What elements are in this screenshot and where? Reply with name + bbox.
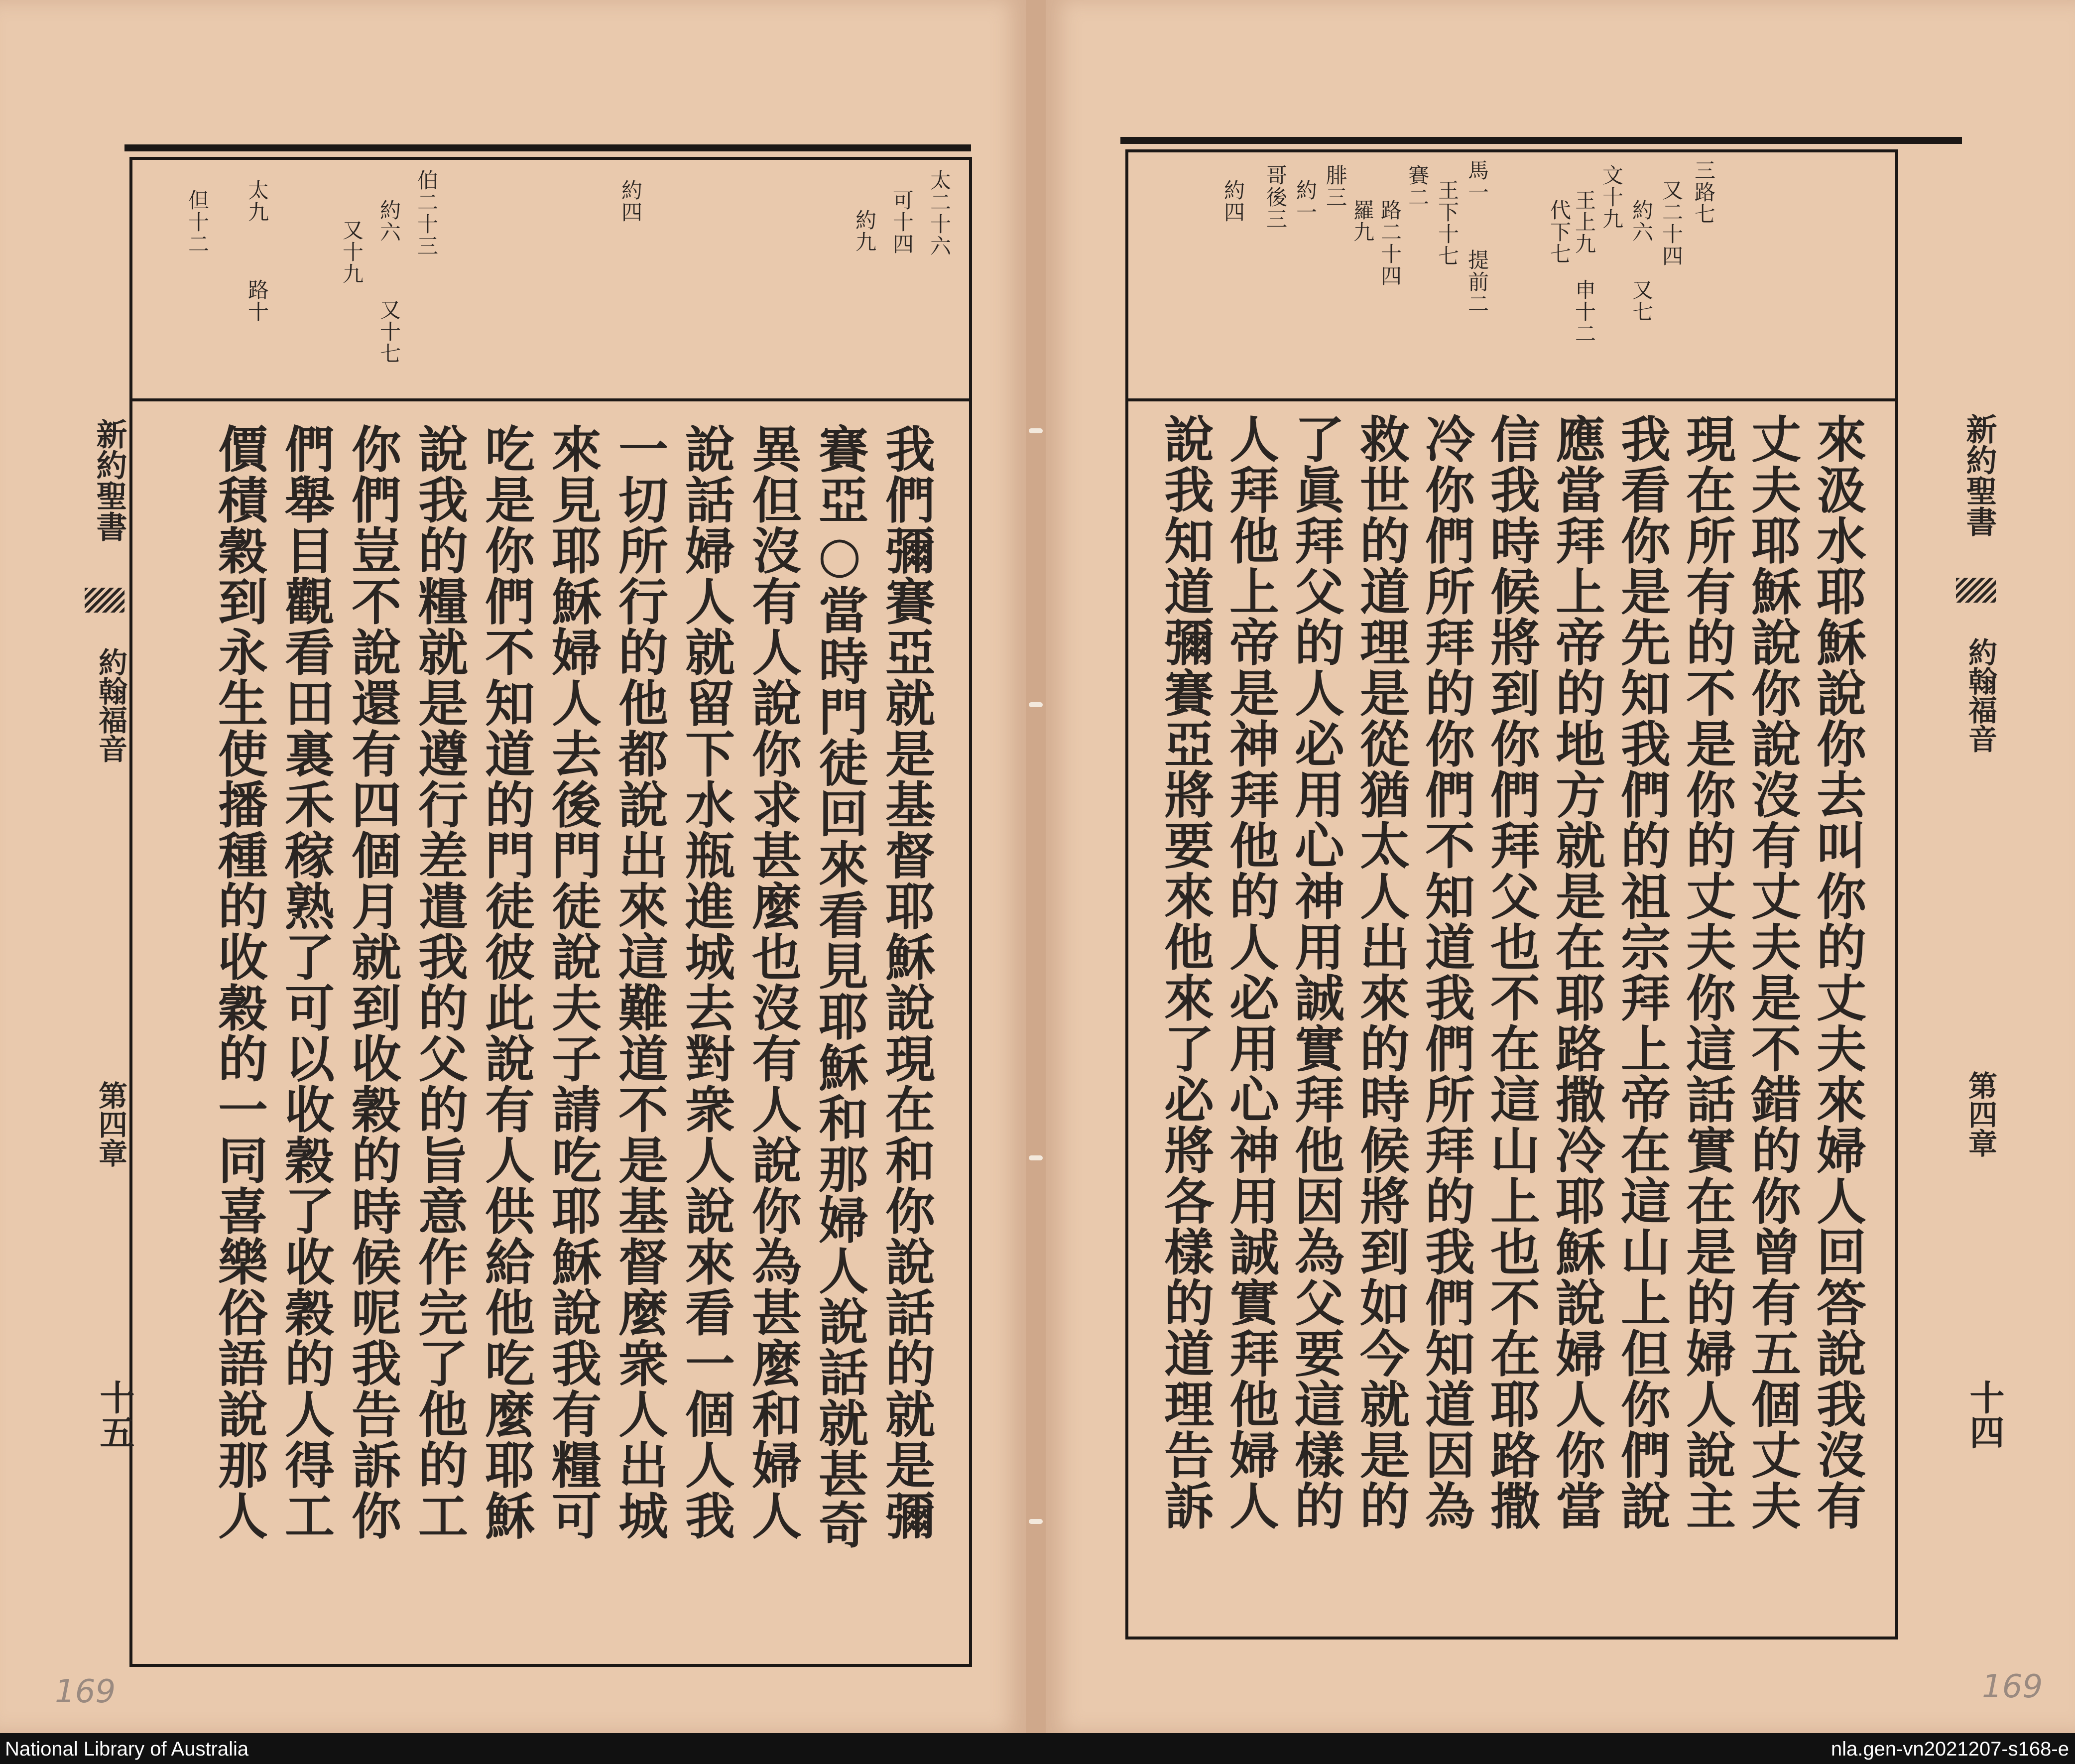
handwritten-page-number: 169 xyxy=(55,1673,116,1710)
reference-note: 伯二十三 xyxy=(414,169,439,257)
reference-note: 約六 xyxy=(377,199,401,243)
reference-note: 又十七 xyxy=(377,299,401,365)
reference-note: 腓三 xyxy=(1323,164,1347,208)
institution-label: National Library of Australia xyxy=(5,1738,249,1760)
page-number: 十五 xyxy=(94,1380,135,1449)
reference-note: 約四 xyxy=(618,179,643,223)
text-column: 說我的糧就是遵行差遣我的父的旨意作完了他的工 xyxy=(410,423,469,1541)
attribution-footer xyxy=(0,1733,2075,1764)
reference-note: 馬一 xyxy=(1465,159,1489,203)
reference-note: 太二十六 xyxy=(927,169,952,257)
book-gutter xyxy=(1026,0,1046,1733)
binding-stitch xyxy=(1029,428,1043,433)
notes-divider xyxy=(129,398,972,401)
ornament-icon xyxy=(85,588,124,613)
text-column: 救世的道理是從猶太人出來的時候將到如今就是的 xyxy=(1351,413,1410,1531)
text-column: 我們彌賽亞就是基督耶穌說現在和你說話的就是彌 xyxy=(877,423,936,1541)
binding-stitch xyxy=(1029,702,1043,707)
reference-note: 賽二 xyxy=(1405,164,1430,208)
running-title: 新約聖書 xyxy=(1961,413,1997,537)
reference-note: 申十二 xyxy=(1572,279,1596,345)
text-column: 來見耶穌婦人去後門徒說夫子請吃耶穌說我有糧可 xyxy=(543,423,602,1541)
image-identifier: nla.gen-vn2021207-s168-e xyxy=(1831,1738,2069,1760)
ornament-icon xyxy=(1956,578,1996,603)
reference-note: 可十四 xyxy=(890,189,914,255)
text-column: 冷你們所拜的你們不知道我們所拜的我們知道因為 xyxy=(1417,413,1475,1531)
text-column: 吃是你們不知道的門徒彼此說有人供給他吃麼耶穌 xyxy=(477,423,535,1541)
reference-note: 王上九 xyxy=(1572,189,1596,255)
text-column: 了眞拜父的人必用心神用誠實拜他因為父要這樣的 xyxy=(1286,413,1345,1531)
book-title: 約翰福音 xyxy=(1963,637,1997,753)
text-column: 賽亞○當時門徒回來看見耶穌和那婦人說話就甚奇 xyxy=(810,423,869,1550)
reference-note: 羅九 xyxy=(1350,199,1375,243)
reference-note: 文十九 xyxy=(1599,164,1624,230)
right-page xyxy=(1046,0,2075,1733)
reference-note: 提前二 xyxy=(1465,249,1489,315)
reference-note: 約四 xyxy=(1221,179,1245,223)
text-column: 信我時候將到你們拜父也不在這山上也不在耶路撒 xyxy=(1482,413,1541,1531)
reference-note: 太九 xyxy=(245,179,269,223)
text-column: 說話婦人就留下水瓶進城去對衆人說來看一個人我 xyxy=(677,423,735,1541)
text-column: 應當拜上帝的地方就是在耶路撒冷耶穌說婦人你當 xyxy=(1547,413,1606,1531)
page-number: 十四 xyxy=(1964,1380,2005,1449)
reference-note: 又七 xyxy=(1629,279,1654,323)
chapter-label: 第四章 xyxy=(1963,1071,1997,1157)
handwritten-page-number: 169 xyxy=(1982,1668,2043,1705)
reference-note: 又二十四 xyxy=(1659,179,1684,267)
chapter-label: 第四章 xyxy=(94,1081,127,1167)
text-column: 價積穀到永生使播種的收穀的一同喜樂俗語說那人 xyxy=(210,423,268,1541)
text-column: 現在所有的不是你的丈夫你這話實在是的婦人說主 xyxy=(1678,413,1736,1531)
text-column: 來汲水耶穌說你去叫你的丈夫來婦人回答說我沒有 xyxy=(1808,413,1867,1531)
text-column: 們舉目觀看田裏禾稼熟了可以收穀了收穀的人得工 xyxy=(276,423,335,1541)
text-column: 我看你是先知我們的祖宗拜上帝在這山上但你們說 xyxy=(1612,413,1671,1531)
binding-stitch xyxy=(1029,1155,1043,1160)
text-column: 人拜他上帝是神拜他的人必用心神用誠實拜他婦人 xyxy=(1221,413,1280,1531)
reference-note: 路十 xyxy=(245,279,269,323)
text-column: 一切所行的他都說出來這難道不是基督麼衆人出城 xyxy=(610,423,669,1541)
text-column: 你們豈不說還有四個月就到收穀的時候呢我告訴你 xyxy=(343,423,402,1541)
text-column: 丈夫耶穌說你說沒有丈夫是不錯的你曾有五個丈夫 xyxy=(1743,413,1802,1531)
text-column: 異但沒有人說你求甚麼也沒有人說你為甚麼和婦人 xyxy=(743,423,802,1541)
reference-note: 王下十七 xyxy=(1435,179,1460,267)
reference-note: 代下七 xyxy=(1547,199,1572,265)
left-page xyxy=(0,0,1026,1733)
top-rule xyxy=(1120,137,1962,144)
top-rule xyxy=(124,144,971,151)
reference-note: 約一 xyxy=(1293,179,1318,223)
reference-note: 約六 xyxy=(1629,199,1654,243)
binding-stitch xyxy=(1029,1519,1043,1524)
reference-note: 哥後三 xyxy=(1263,164,1288,230)
text-column: 說我知道彌賽亞將要來他來了必將各樣的道理告訴 xyxy=(1156,413,1215,1531)
reference-note: 路二十四 xyxy=(1378,199,1402,287)
book-title: 約翰福音 xyxy=(94,647,127,763)
notes-divider xyxy=(1125,398,1898,401)
reference-note: 約九 xyxy=(853,209,877,253)
reference-note: 三路七 xyxy=(1692,159,1716,225)
running-title: 新約聖書 xyxy=(91,418,127,542)
reference-note: 又十九 xyxy=(340,219,364,285)
reference-note: 但十二 xyxy=(185,189,210,255)
